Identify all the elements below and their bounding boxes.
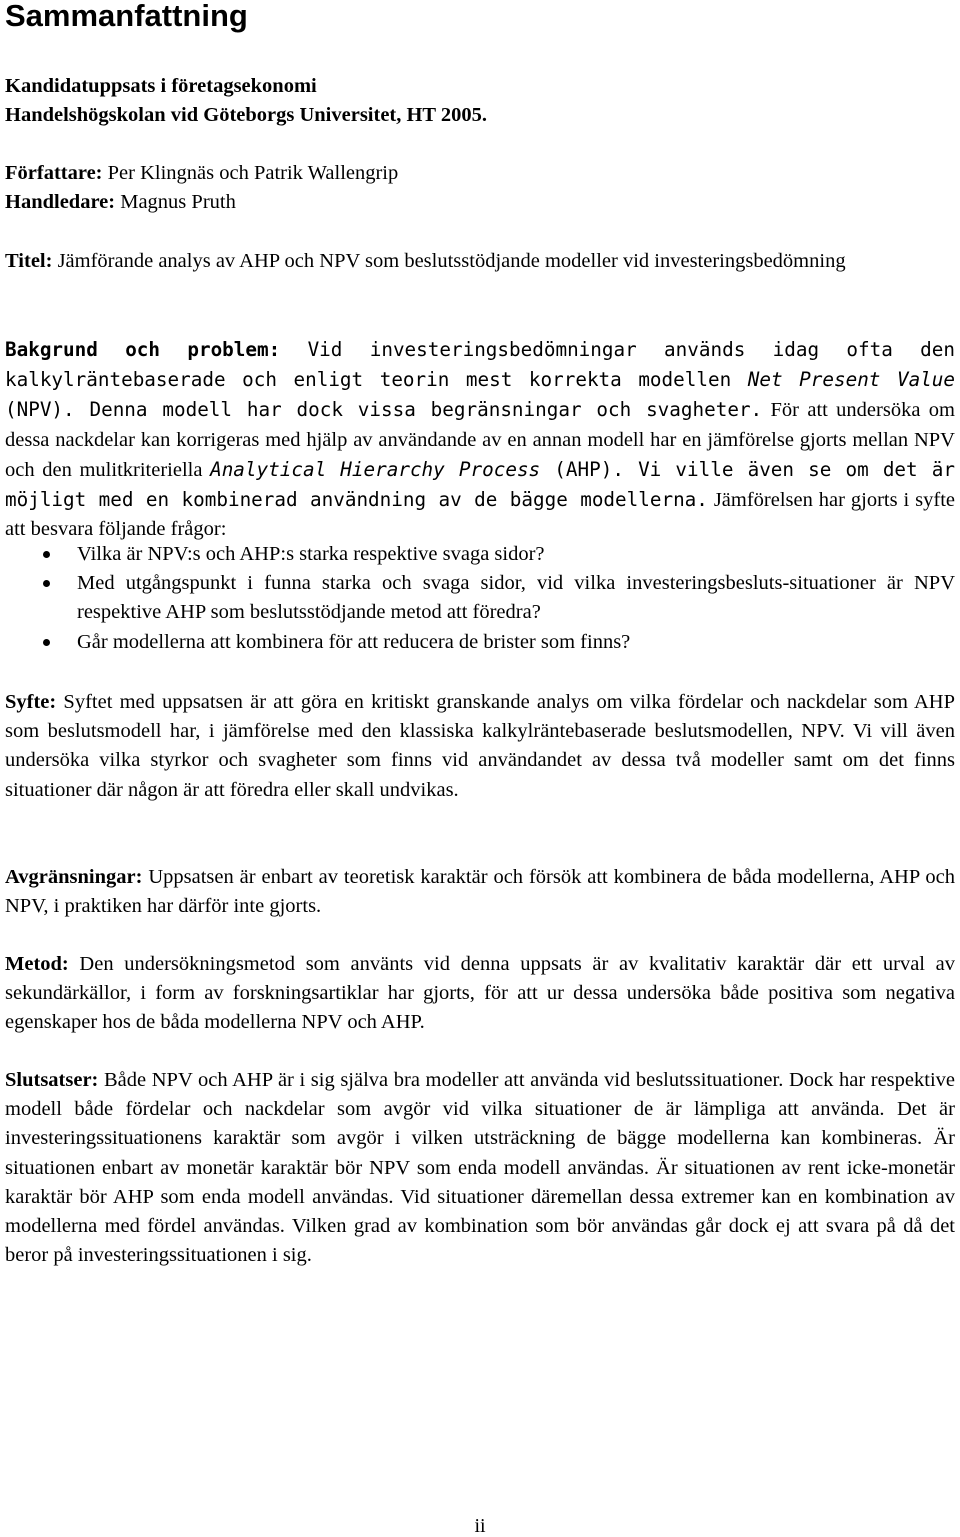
background-label: Bakgrund och problem: bbox=[5, 338, 281, 361]
question-text: Med utgångspunkt i funna starka och svaga sidor, vid vilka investeringsbesluts-situationer är NPV respektive AHP som beslutsstödjande metod att föredra? bbox=[77, 572, 955, 624]
page-number: ii bbox=[474, 1515, 486, 1537]
authors-value: Per Klingnäs och Patrik Wallengrip bbox=[102, 162, 399, 184]
background-text-4: (AHP). bbox=[540, 457, 624, 481]
list-item bbox=[5, 540, 955, 569]
method-section bbox=[5, 950, 955, 1038]
ahp-term: Analytical Hierarchy Process bbox=[210, 457, 541, 481]
method-text: Den undersökningsmetod som använts vid denna uppsats är av kvalitativ karaktär där ett urval av sekundärkällor, i form av forskningsartiklar har gjorts, för att ur dessa undersöka både positiva som negativa egenskaper hos de båda modellerna NPV och AHP. bbox=[5, 953, 955, 1034]
page-title: Sammanfattning bbox=[5, 0, 248, 33]
conclusions-text: Både NPV och AHP är i sig själva bra modeller att använda vid beslutssituationer. Dock har respektive modell både fördelar och nackdelar som avgör vid vilka situationer de är lämpliga att använda. Det är investeringssituationens karaktär som avgör i vilken utsträckning de bägge modellerna kan kombineras. Är situationen enbart av monetär karaktär bör NPV som enda modell användas. Är situationen av rent icke-monetär karaktär bör AHP som enda modell användas. Vid situationer däremellan dessa extremer kan en kombination av modellerna med fördel användas. Vilken grad av kombination som bör användas går dock ej att svara på då det beror på investeringssituationen i sig. bbox=[5, 1069, 955, 1267]
course-line-1: Kandidatuppsats i företagsekonomi bbox=[5, 75, 317, 97]
thesis-title bbox=[5, 247, 955, 276]
bullet-icon bbox=[43, 639, 50, 646]
method-label: Metod: bbox=[5, 953, 69, 975]
course-line-2: Handelshögskolan vid Göteborgs Universitet, HT 2005. bbox=[5, 104, 487, 127]
title-value: Jämförande analys av AHP och NPV som beslutsstödjande modeller vid investeringsbedömning bbox=[57, 250, 846, 272]
background-text-5: Vi ville även se om det är möjligt med en kombinerad användning av de bägge modellerna. bbox=[5, 457, 955, 512]
title-label: Titel: bbox=[5, 250, 53, 272]
list-item bbox=[5, 628, 955, 657]
delimitations-text: Uppsatsen är enbart av teoretisk karaktär och försök att kombinera de båda modellerna, AHP och NPV, i praktiken har därför inte gjorts. bbox=[5, 866, 955, 918]
authors-label: Författare: bbox=[5, 162, 103, 184]
supervisor-value: Magnus Pruth bbox=[115, 191, 236, 214]
background-text-1: Vid investeringsbedömningar används idag ofta den kalkylräntebaserade och enligt teorin mest korrekta modellen bbox=[5, 338, 955, 392]
delimitations-section bbox=[5, 863, 955, 921]
questions-list bbox=[5, 540, 955, 657]
course-info bbox=[5, 72, 955, 130]
background-text-6: Jämförelsen har gjorts i syfte att besvara följande frågor: bbox=[5, 489, 955, 541]
list-item bbox=[5, 569, 955, 627]
background-text-2: (NPV). Denna modell har dock vissa begränsningar och svagheter. bbox=[5, 398, 763, 422]
question-text: Vilka är NPV:s och AHP:s starka respektive svaga sidor? bbox=[77, 543, 545, 565]
conclusions-label: Slutsatser: bbox=[5, 1069, 99, 1091]
npv-term: Net Present Value bbox=[747, 368, 956, 392]
background-section bbox=[5, 335, 955, 544]
question-text: Går modellerna att kombinera för att reducera de brister som finns? bbox=[77, 630, 631, 653]
conclusions-section bbox=[5, 1066, 955, 1270]
purpose-section bbox=[5, 688, 955, 805]
purpose-label: Syfte: bbox=[5, 691, 57, 713]
authors-info bbox=[5, 159, 955, 217]
delimitations-label: Avgränsningar: bbox=[5, 866, 143, 888]
background-text-3: För att undersöka om dessa nackdelar kan korrigeras med hjälp av användande av en annan modell har en jämförelse gjorts mellan NPV och den mulitkriteriella bbox=[5, 399, 955, 481]
bullet-icon bbox=[43, 580, 50, 587]
bullet-icon bbox=[43, 551, 50, 558]
purpose-text: Syftet med uppsatsen är att göra en kritiskt granskande analys om vilka fördelar och nackdelar som AHP som beslutsmodell har, i jämförelse med den klassiska kalkylräntebaserade beslutsmodellen, NPV. Vi vill även undersöka vilka styrkor och svagheter som finns vid användandet av dessa två modeller samt om det finns situationer där någon är att föredra eller skall undvikas. bbox=[5, 691, 955, 801]
supervisor-label: Handledare: bbox=[5, 191, 116, 214]
